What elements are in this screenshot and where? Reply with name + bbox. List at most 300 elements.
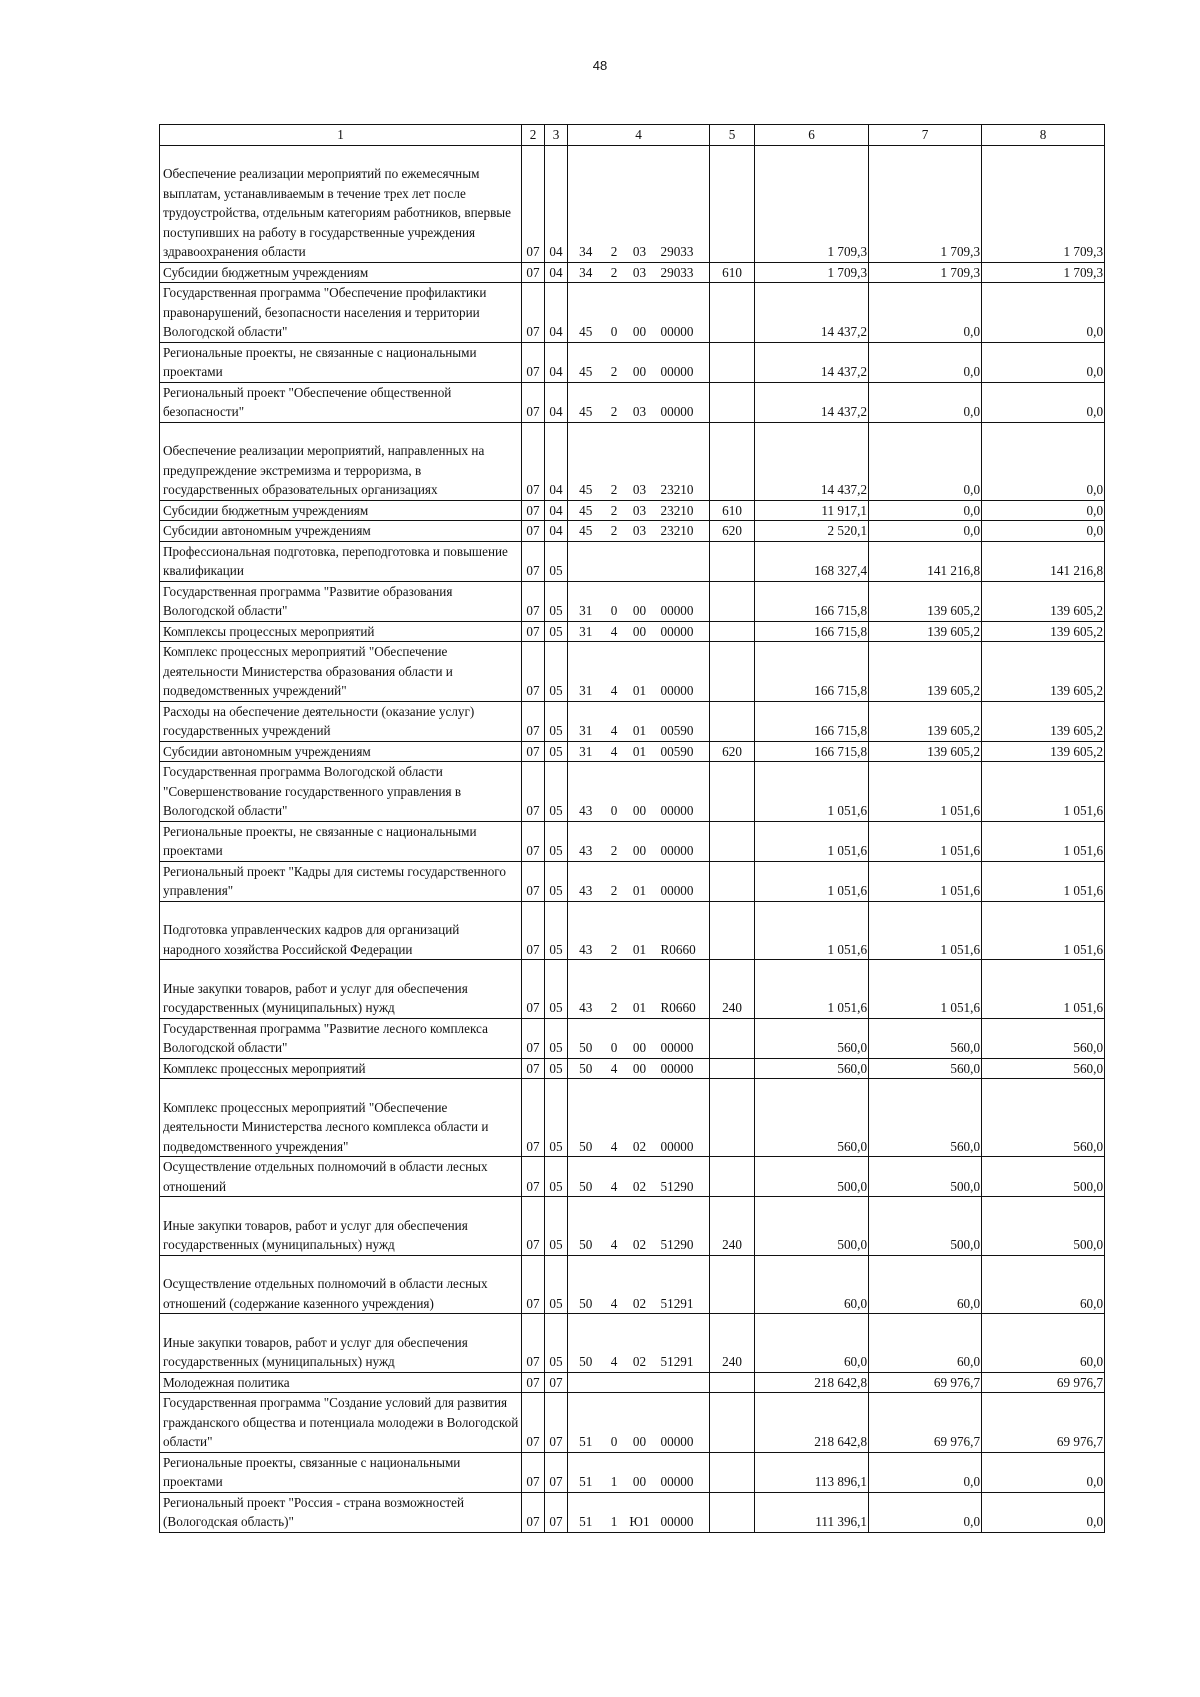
row-direction-code: 51290 xyxy=(655,1197,710,1256)
row-name: Региональный проект "Кадры для системы государственного управления" xyxy=(160,861,522,901)
row-measure-code: 00 xyxy=(625,342,655,382)
row-amount-col-6: 166 715,8 xyxy=(755,581,869,621)
row-measure-code: 03 xyxy=(625,145,655,262)
row-program-code xyxy=(568,1372,604,1393)
row-direction-code: 00590 xyxy=(655,741,710,762)
header-col-5: 5 xyxy=(710,125,755,146)
row-measure-code: Ю1 xyxy=(625,1492,655,1532)
row-direction-code: 00000 xyxy=(655,283,710,343)
header-col-1: 1 xyxy=(160,125,522,146)
row-measure-code: 00 xyxy=(625,621,655,642)
row-subsection-code: 05 xyxy=(545,581,568,621)
row-measure-code: 00 xyxy=(625,1018,655,1058)
row-direction-code: 29033 xyxy=(655,145,710,262)
row-amount-col-8: 1 709,3 xyxy=(982,262,1105,283)
row-section-code: 07 xyxy=(522,581,545,621)
row-amount-col-8: 69 976,7 xyxy=(982,1372,1105,1393)
row-program-code: 34 xyxy=(568,145,604,262)
header-col-3: 3 xyxy=(545,125,568,146)
row-name: Субсидии автономным учреждениям xyxy=(160,741,522,762)
table-row xyxy=(160,500,1105,521)
table-row xyxy=(160,621,1105,642)
row-amount-col-7: 139 605,2 xyxy=(869,581,982,621)
row-program-code: 43 xyxy=(568,960,604,1019)
table-row xyxy=(160,1393,1105,1453)
row-expense-type xyxy=(710,861,755,901)
table-row xyxy=(160,762,1105,822)
row-name: Государственная программа "Развитие лесного комплекса Вологодской области" xyxy=(160,1018,522,1058)
row-measure-code: 03 xyxy=(625,422,655,500)
row-section-code: 07 xyxy=(522,1197,545,1256)
row-amount-col-6: 14 437,2 xyxy=(755,342,869,382)
row-amount-col-7: 60,0 xyxy=(869,1314,982,1373)
row-subsection-code: 05 xyxy=(545,821,568,861)
row-expense-type xyxy=(710,1393,755,1453)
row-program-code: 45 xyxy=(568,283,604,343)
row-expense-type xyxy=(710,1018,755,1058)
row-section-code: 07 xyxy=(522,1314,545,1373)
row-amount-col-7: 0,0 xyxy=(869,500,982,521)
row-expense-type: 610 xyxy=(710,262,755,283)
row-amount-col-8: 60,0 xyxy=(982,1255,1105,1314)
row-subsection-code: 05 xyxy=(545,1255,568,1314)
row-program-code: 43 xyxy=(568,901,604,960)
row-direction-code: 00000 xyxy=(655,861,710,901)
header-col-8: 8 xyxy=(982,125,1105,146)
row-expense-type xyxy=(710,283,755,343)
row-subprogram-code: 2 xyxy=(604,521,625,542)
row-name: Комплексы процессных мероприятий xyxy=(160,621,522,642)
row-amount-col-7: 560,0 xyxy=(869,1079,982,1157)
row-subsection-code: 07 xyxy=(545,1393,568,1453)
row-subsection-code: 04 xyxy=(545,382,568,422)
row-expense-type: 610 xyxy=(710,500,755,521)
row-measure-code: 00 xyxy=(625,1393,655,1453)
row-section-code: 07 xyxy=(522,861,545,901)
row-section-code: 07 xyxy=(522,262,545,283)
table-row xyxy=(160,283,1105,343)
row-expense-type xyxy=(710,762,755,822)
row-subsection-code: 04 xyxy=(545,422,568,500)
row-section-code: 07 xyxy=(522,762,545,822)
row-program-code: 51 xyxy=(568,1393,604,1453)
row-measure-code: 02 xyxy=(625,1197,655,1256)
row-amount-col-8: 139 605,2 xyxy=(982,642,1105,702)
row-name: Региональные проекты, не связанные с национальными проектами xyxy=(160,342,522,382)
row-amount-col-7: 0,0 xyxy=(869,283,982,343)
row-amount-col-6: 560,0 xyxy=(755,1018,869,1058)
row-amount-col-6: 500,0 xyxy=(755,1197,869,1256)
row-subprogram-code: 0 xyxy=(604,1393,625,1453)
row-amount-col-7: 0,0 xyxy=(869,422,982,500)
row-name: Подготовка управленческих кадров для организаций народного хозяйства Российской Федерации xyxy=(160,901,522,960)
row-name: Иные закупки товаров, работ и услуг для обеспечения государственных (муниципальных) нужд xyxy=(160,1314,522,1373)
row-measure-code: 00 xyxy=(625,821,655,861)
row-subsection-code: 05 xyxy=(545,541,568,581)
row-subprogram-code: 4 xyxy=(604,741,625,762)
row-name: Комплекс процессных мероприятий xyxy=(160,1058,522,1079)
row-measure-code: 01 xyxy=(625,701,655,741)
row-subprogram-code: 4 xyxy=(604,1314,625,1373)
table-header-row xyxy=(160,125,1105,146)
row-section-code: 07 xyxy=(522,642,545,702)
row-name: Иные закупки товаров, работ и услуг для обеспечения государственных (муниципальных) нужд xyxy=(160,1197,522,1256)
row-name: Комплекс процессных мероприятий "Обеспечение деятельности Министерства лесного комплекса области и подведомственного учреждения" xyxy=(160,1079,522,1157)
row-subprogram-code: 0 xyxy=(604,1018,625,1058)
row-amount-col-7: 500,0 xyxy=(869,1197,982,1256)
row-program-code: 45 xyxy=(568,500,604,521)
row-amount-col-6: 168 327,4 xyxy=(755,541,869,581)
row-name: Осуществление отдельных полномочий в области лесных отношений (содержание казенного учреждения) xyxy=(160,1255,522,1314)
row-direction-code xyxy=(655,541,710,581)
row-amount-col-7: 560,0 xyxy=(869,1018,982,1058)
row-expense-type: 620 xyxy=(710,741,755,762)
row-subsection-code: 07 xyxy=(545,1492,568,1532)
row-program-code: 50 xyxy=(568,1255,604,1314)
row-program-code: 51 xyxy=(568,1492,604,1532)
row-name: Субсидии автономным учреждениям xyxy=(160,521,522,542)
row-section-code: 07 xyxy=(522,283,545,343)
row-amount-col-8: 1 051,6 xyxy=(982,861,1105,901)
table-row xyxy=(160,960,1105,1019)
row-section-code: 07 xyxy=(522,1157,545,1197)
row-section-code: 07 xyxy=(522,422,545,500)
row-amount-col-6: 560,0 xyxy=(755,1058,869,1079)
row-measure-code: 01 xyxy=(625,741,655,762)
row-amount-col-8: 0,0 xyxy=(982,382,1105,422)
row-subsection-code: 05 xyxy=(545,861,568,901)
row-amount-col-6: 14 437,2 xyxy=(755,422,869,500)
table-row xyxy=(160,145,1105,262)
table-row xyxy=(160,1197,1105,1256)
table-row xyxy=(160,521,1105,542)
row-expense-type xyxy=(710,422,755,500)
row-amount-col-8: 0,0 xyxy=(982,500,1105,521)
row-measure-code: 00 xyxy=(625,581,655,621)
row-amount-col-6: 1 051,6 xyxy=(755,861,869,901)
row-expense-type xyxy=(710,382,755,422)
row-amount-col-8: 500,0 xyxy=(982,1157,1105,1197)
row-subprogram-code xyxy=(604,541,625,581)
row-section-code: 07 xyxy=(522,821,545,861)
row-expense-type xyxy=(710,581,755,621)
row-measure-code: 00 xyxy=(625,762,655,822)
row-amount-col-7: 500,0 xyxy=(869,1157,982,1197)
row-subprogram-code: 2 xyxy=(604,821,625,861)
table-row xyxy=(160,262,1105,283)
row-amount-col-6: 218 642,8 xyxy=(755,1372,869,1393)
row-name: Комплекс процессных мероприятий "Обеспечение деятельности Министерства образования области и подведомственных учреждений" xyxy=(160,642,522,702)
row-section-code: 07 xyxy=(522,1492,545,1532)
row-amount-col-6: 166 715,8 xyxy=(755,741,869,762)
row-direction-code: R0660 xyxy=(655,960,710,1019)
row-name: Расходы на обеспечение деятельности (оказание услуг) государственных учреждений xyxy=(160,701,522,741)
row-program-code: 50 xyxy=(568,1197,604,1256)
row-subprogram-code: 4 xyxy=(604,1157,625,1197)
row-amount-col-7: 141 216,8 xyxy=(869,541,982,581)
row-measure-code: 02 xyxy=(625,1314,655,1373)
row-section-code: 07 xyxy=(522,621,545,642)
row-subsection-code: 07 xyxy=(545,1372,568,1393)
row-direction-code: 00000 xyxy=(655,1058,710,1079)
row-expense-type xyxy=(710,701,755,741)
row-amount-col-8: 1 709,3 xyxy=(982,145,1105,262)
row-subprogram-code: 4 xyxy=(604,642,625,702)
row-amount-col-7: 1 051,6 xyxy=(869,762,982,822)
row-name: Молодежная политика xyxy=(160,1372,522,1393)
row-expense-type xyxy=(710,1372,755,1393)
row-subprogram-code: 1 xyxy=(604,1452,625,1492)
row-amount-col-7: 1 051,6 xyxy=(869,960,982,1019)
row-program-code: 45 xyxy=(568,382,604,422)
row-amount-col-8: 139 605,2 xyxy=(982,581,1105,621)
row-amount-col-6: 111 396,1 xyxy=(755,1492,869,1532)
row-amount-col-6: 1 051,6 xyxy=(755,821,869,861)
row-measure-code: 01 xyxy=(625,960,655,1019)
table-row xyxy=(160,821,1105,861)
table-row xyxy=(160,1314,1105,1373)
row-expense-type xyxy=(710,1157,755,1197)
row-section-code: 07 xyxy=(522,701,545,741)
row-section-code: 07 xyxy=(522,1018,545,1058)
row-amount-col-7: 69 976,7 xyxy=(869,1372,982,1393)
row-amount-col-6: 166 715,8 xyxy=(755,621,869,642)
row-subsection-code: 04 xyxy=(545,521,568,542)
row-section-code: 07 xyxy=(522,1058,545,1079)
row-direction-code: 00000 xyxy=(655,1452,710,1492)
row-section-code: 07 xyxy=(522,1079,545,1157)
row-subprogram-code xyxy=(604,1372,625,1393)
page-number: 48 xyxy=(592,58,608,73)
row-subprogram-code: 0 xyxy=(604,283,625,343)
row-amount-col-8: 0,0 xyxy=(982,1492,1105,1532)
row-amount-col-7: 560,0 xyxy=(869,1058,982,1079)
row-section-code: 07 xyxy=(522,741,545,762)
row-amount-col-7: 60,0 xyxy=(869,1255,982,1314)
row-measure-code: 00 xyxy=(625,1452,655,1492)
row-direction-code: 29033 xyxy=(655,262,710,283)
row-subsection-code: 05 xyxy=(545,1197,568,1256)
row-program-code: 43 xyxy=(568,762,604,822)
row-subprogram-code: 2 xyxy=(604,901,625,960)
row-measure-code: 01 xyxy=(625,861,655,901)
row-measure-code: 03 xyxy=(625,262,655,283)
row-section-code: 07 xyxy=(522,145,545,262)
row-direction-code: 00000 xyxy=(655,1393,710,1453)
row-amount-col-8: 1 051,6 xyxy=(982,960,1105,1019)
row-subsection-code: 05 xyxy=(545,701,568,741)
table-row xyxy=(160,1372,1105,1393)
row-program-code: 45 xyxy=(568,422,604,500)
row-subsection-code: 05 xyxy=(545,762,568,822)
row-measure-code xyxy=(625,1372,655,1393)
row-amount-col-6: 113 896,1 xyxy=(755,1452,869,1492)
row-measure-code: 03 xyxy=(625,521,655,542)
row-program-code: 50 xyxy=(568,1058,604,1079)
row-direction-code: R0660 xyxy=(655,901,710,960)
table-row xyxy=(160,741,1105,762)
row-measure-code: 03 xyxy=(625,500,655,521)
row-subsection-code: 05 xyxy=(545,1018,568,1058)
row-measure-code: 00 xyxy=(625,283,655,343)
row-measure-code: 01 xyxy=(625,642,655,702)
row-direction-code: 00000 xyxy=(655,642,710,702)
table-row xyxy=(160,1157,1105,1197)
row-direction-code: 00000 xyxy=(655,762,710,822)
row-program-code: 34 xyxy=(568,262,604,283)
row-amount-col-8: 1 051,6 xyxy=(982,901,1105,960)
row-measure-code: 02 xyxy=(625,1157,655,1197)
row-name: Государственная программа Вологодской области "Совершенствование государственного управления в Вологодской области" xyxy=(160,762,522,822)
table-row xyxy=(160,701,1105,741)
row-direction-code: 23210 xyxy=(655,500,710,521)
row-subsection-code: 05 xyxy=(545,621,568,642)
row-expense-type xyxy=(710,821,755,861)
row-amount-col-7: 0,0 xyxy=(869,342,982,382)
table-row xyxy=(160,581,1105,621)
row-amount-col-6: 1 051,6 xyxy=(755,960,869,1019)
row-amount-col-6: 166 715,8 xyxy=(755,642,869,702)
row-amount-col-7: 1 051,6 xyxy=(869,861,982,901)
row-program-code xyxy=(568,541,604,581)
row-subprogram-code: 4 xyxy=(604,1079,625,1157)
header-col-4: 4 xyxy=(568,125,710,146)
row-amount-col-8: 560,0 xyxy=(982,1018,1105,1058)
row-name: Осуществление отдельных полномочий в области лесных отношений xyxy=(160,1157,522,1197)
row-amount-col-8: 1 051,6 xyxy=(982,821,1105,861)
table-row xyxy=(160,1058,1105,1079)
row-subprogram-code: 1 xyxy=(604,1492,625,1532)
row-amount-col-7: 1 051,6 xyxy=(869,821,982,861)
row-subsection-code: 05 xyxy=(545,1079,568,1157)
row-amount-col-7: 139 605,2 xyxy=(869,741,982,762)
row-subsection-code: 04 xyxy=(545,283,568,343)
row-name: Субсидии бюджетным учреждениям xyxy=(160,500,522,521)
row-amount-col-6: 218 642,8 xyxy=(755,1393,869,1453)
row-amount-col-8: 1 051,6 xyxy=(982,762,1105,822)
row-subprogram-code: 2 xyxy=(604,262,625,283)
row-subsection-code: 05 xyxy=(545,1058,568,1079)
row-amount-col-6: 1 709,3 xyxy=(755,145,869,262)
row-program-code: 45 xyxy=(568,521,604,542)
row-amount-col-8: 0,0 xyxy=(982,521,1105,542)
row-expense-type xyxy=(710,642,755,702)
row-measure-code xyxy=(625,541,655,581)
row-expense-type xyxy=(710,1452,755,1492)
budget-table-container xyxy=(159,124,1104,1533)
row-subprogram-code: 4 xyxy=(604,1255,625,1314)
row-subprogram-code: 2 xyxy=(604,500,625,521)
row-subprogram-code: 4 xyxy=(604,621,625,642)
row-name: Региональный проект "Обеспечение общественной безопасности" xyxy=(160,382,522,422)
row-amount-col-8: 500,0 xyxy=(982,1197,1105,1256)
row-expense-type xyxy=(710,1492,755,1532)
row-subprogram-code: 2 xyxy=(604,145,625,262)
row-amount-col-6: 1 051,6 xyxy=(755,762,869,822)
row-direction-code: 00000 xyxy=(655,342,710,382)
row-name: Государственная программа "Развитие образования Вологодской области" xyxy=(160,581,522,621)
row-amount-col-6: 560,0 xyxy=(755,1079,869,1157)
row-amount-col-8: 0,0 xyxy=(982,1452,1105,1492)
row-section-code: 07 xyxy=(522,960,545,1019)
row-amount-col-7: 139 605,2 xyxy=(869,701,982,741)
row-subprogram-code: 2 xyxy=(604,861,625,901)
row-amount-col-7: 0,0 xyxy=(869,1452,982,1492)
row-amount-col-8: 0,0 xyxy=(982,342,1105,382)
row-amount-col-8: 560,0 xyxy=(982,1058,1105,1079)
row-direction-code: 00000 xyxy=(655,1079,710,1157)
row-subsection-code: 05 xyxy=(545,960,568,1019)
row-expense-type xyxy=(710,901,755,960)
row-measure-code: 03 xyxy=(625,382,655,422)
row-amount-col-6: 14 437,2 xyxy=(755,382,869,422)
row-amount-col-6: 2 520,1 xyxy=(755,521,869,542)
row-amount-col-8: 0,0 xyxy=(982,422,1105,500)
row-direction-code: 00000 xyxy=(655,382,710,422)
row-amount-col-7: 69 976,7 xyxy=(869,1393,982,1453)
row-amount-col-7: 1 051,6 xyxy=(869,901,982,960)
row-expense-type: 620 xyxy=(710,521,755,542)
table-row xyxy=(160,901,1105,960)
row-program-code: 50 xyxy=(568,1079,604,1157)
row-expense-type xyxy=(710,1079,755,1157)
row-expense-type: 240 xyxy=(710,960,755,1019)
row-subsection-code: 05 xyxy=(545,901,568,960)
row-direction-code: 00000 xyxy=(655,1018,710,1058)
row-direction-code: 00000 xyxy=(655,581,710,621)
row-amount-col-8: 139 605,2 xyxy=(982,741,1105,762)
table-row xyxy=(160,422,1105,500)
row-amount-col-7: 0,0 xyxy=(869,1492,982,1532)
row-measure-code: 02 xyxy=(625,1255,655,1314)
row-subprogram-code: 2 xyxy=(604,422,625,500)
row-name: Государственная программа "Создание условий для развития гражданского общества и потенциала молодежи в Вологодской области" xyxy=(160,1393,522,1453)
row-name: Региональные проекты, связанные с национальными проектами xyxy=(160,1452,522,1492)
row-direction-code: 23210 xyxy=(655,422,710,500)
row-section-code: 07 xyxy=(522,1255,545,1314)
row-program-code: 31 xyxy=(568,581,604,621)
row-name: Профессиональная подготовка, переподготовка и повышение квалификации xyxy=(160,541,522,581)
row-amount-col-8: 141 216,8 xyxy=(982,541,1105,581)
row-expense-type: 240 xyxy=(710,1197,755,1256)
row-program-code: 51 xyxy=(568,1452,604,1492)
row-direction-code xyxy=(655,1372,710,1393)
row-expense-type xyxy=(710,1058,755,1079)
row-section-code: 07 xyxy=(522,521,545,542)
row-expense-type xyxy=(710,541,755,581)
row-name: Обеспечение реализации мероприятий, направленных на предупреждение экстремизма и терроризма, в государственных образовательных организациях xyxy=(160,422,522,500)
row-measure-code: 00 xyxy=(625,1058,655,1079)
row-amount-col-7: 0,0 xyxy=(869,521,982,542)
row-amount-col-8: 139 605,2 xyxy=(982,701,1105,741)
row-name: Обеспечение реализации мероприятий по ежемесячным выплатам, устанавливаемым в течение трех лет после трудоустройства, отдельным категориям работников, впервые поступивших на работу в государственные учреждения здравоохранения области xyxy=(160,145,522,262)
header-col-2: 2 xyxy=(522,125,545,146)
row-program-code: 50 xyxy=(568,1314,604,1373)
row-subprogram-code: 2 xyxy=(604,342,625,382)
row-subsection-code: 04 xyxy=(545,342,568,382)
row-program-code: 31 xyxy=(568,741,604,762)
table-row xyxy=(160,1492,1105,1532)
header-col-7: 7 xyxy=(869,125,982,146)
row-subsection-code: 05 xyxy=(545,1157,568,1197)
row-amount-col-6: 1 051,6 xyxy=(755,901,869,960)
row-measure-code: 02 xyxy=(625,1079,655,1157)
row-section-code: 07 xyxy=(522,500,545,521)
row-program-code: 45 xyxy=(568,342,604,382)
row-measure-code: 01 xyxy=(625,901,655,960)
row-program-code: 43 xyxy=(568,861,604,901)
table-row xyxy=(160,342,1105,382)
